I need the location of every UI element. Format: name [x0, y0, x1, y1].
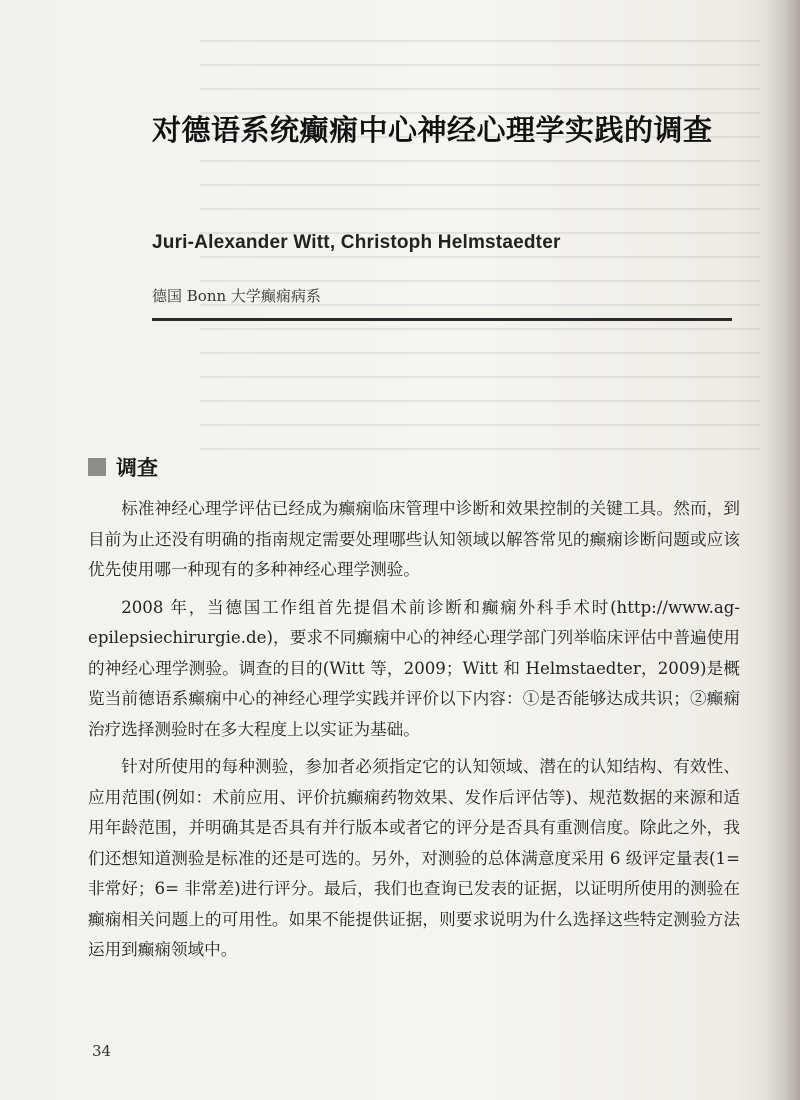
section-heading: [88, 452, 158, 482]
spine-shadow: [766, 0, 800, 1100]
section-square-icon: [88, 458, 106, 476]
author-affiliation: 德国 Bonn 大学癫痫病系: [152, 287, 321, 305]
page-number: 34: [92, 1042, 112, 1060]
title-divider: [152, 318, 732, 321]
article-title: 对德语系统癫痫中心神经心理学实践的调查: [152, 113, 713, 147]
article-body: [88, 494, 740, 973]
body-paragraph: 针对所使用的每种测验，参加者必须指定它的认知领域、潜在的认知结构、有效性、应用范围(例如：术前应用、评价抗癫痫药物效果、发作后评估等)、规范数据的来源和适用年龄范围，并明确其是否具有并行版本或者它的评分是否具有重测信度。除此之外，我们还想知道测验是标准的还是可选的。另外，对测验的总体满意度采用 6 级评定量表(1= 非常好；6= 非常差)进行评分。最后，我们也查询已发表的证据，以证明所使用的测验在癫痫相关问题上的可用性。如果不能提供证据，则要求说明为什么选择这些特定测验方法运用到癫痫领域中。: [88, 757, 740, 959]
author-list: Juri-Alexander Witt, Christoph Helmstaedter: [152, 232, 561, 253]
body-paragraph: 标准神经心理学评估已经成为癫痫临床管理中诊断和效果控制的关键工具。然而，到目前为止还没有明确的指南规定需要处理哪些认知领域以解答常见的癫痫诊断问题或应该优先使用哪一种现有的多种神经心理学测验。: [88, 499, 740, 579]
body-paragraph: 2008 年，当德国工作组首先提倡术前诊断和癫痫外科手术时(http://www.ag-epilepsiechirurgie.de)，要求不同癫痫中心的神经心理学部门列举临床评估中普遍使用的神经心理学测验。调查的目的(Witt 等，2009；Witt 和 Helmstaedter，2009)是概览当前德语系癫痫中心的神经心理学实践并评价以下内容：①是否能够达成共识；②癫痫治疗选择测验时在多大程度上以实证为基础。: [88, 597, 740, 739]
section-title: 调查: [116, 456, 158, 480]
